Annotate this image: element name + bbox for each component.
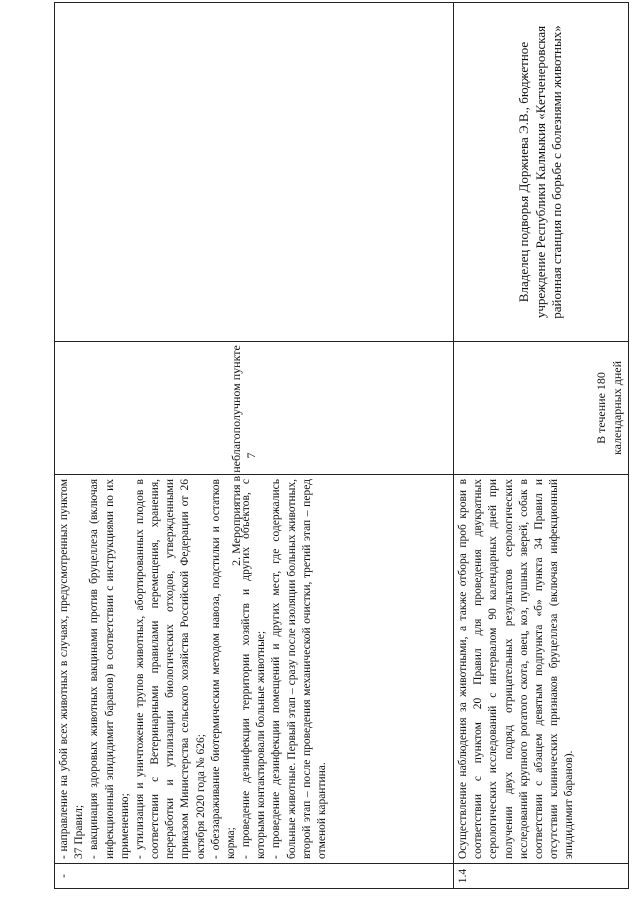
measure-item: - вакцинация здоровых животных вакцинами против бруцеллеза (включая инфекционный эпидидимит баранов) в соответствии с инструкциями по их применению; [88,479,131,859]
measures-text-cell [454,475,629,864]
term-text: В течение 180 календарных дней [594,361,625,456]
responsible-cell [454,3,629,342]
measure-item: - проведение дезинфекции территории хозяйств и других объектов, с которыми контактировали больные животные; [240,479,268,859]
page-number: 7 [244,452,258,459]
row-number-cell: 1.4 [454,864,629,889]
measures-table [54,2,629,889]
responsible-text: Владелец подворья Доржиева Э.В., бюджетное учреждение Республики Калмыкия «Кетченеровская районная станция по борьбе с болезнями животных» [515,25,565,319]
measure-item: - утилизация и уничтожение трупов животных, абортированных плодов в соответствии с Ветеринарными правилами перемещения, хранения, переработки и утилизации биологических отходов, утвержденными приказом Министерства сельского хозяйства Российской Федерации от 26 октября 2020 года № 626; [133,479,207,859]
table-row [454,3,629,889]
measure-item: - проведение дезинфекции помещений и других мест, где содержались больные животные. Первый этап – сразу после изоляции больных животных, второй этап – после проведения механической очистки, третий этап – перед отменой карантина. [270,479,328,859]
measure-item: Осуществление наблюдения за животными, а также отбора проб крови в соответствии с пунктом 20 Правил для проведения двукратных серологических исследований с интервалом 90 календарных дней при получении двух подряд отрицательных результатов серологических исследований крупного рогатого скота, овец, коз, пушных зверей, собак в соответствии с абзацем девятым подпункта «б» пункта 34 Правил и отсутствии клинических признаков бруцеллеза (включая инфекционный эпидидимит баранов). [457,479,576,859]
measure-item: - обеззараживание биотермическим методом навоза, подстилки и остатков корма; [209,479,237,859]
row-number-cell: - [55,864,454,889]
measure-item: - направление на убой всех животных в случаях, предусмотренных пунктом 37 Правил; [58,479,86,859]
section-title: 2. Мероприятия в неблагополучном пункте [229,345,243,566]
term-cell [454,342,629,475]
